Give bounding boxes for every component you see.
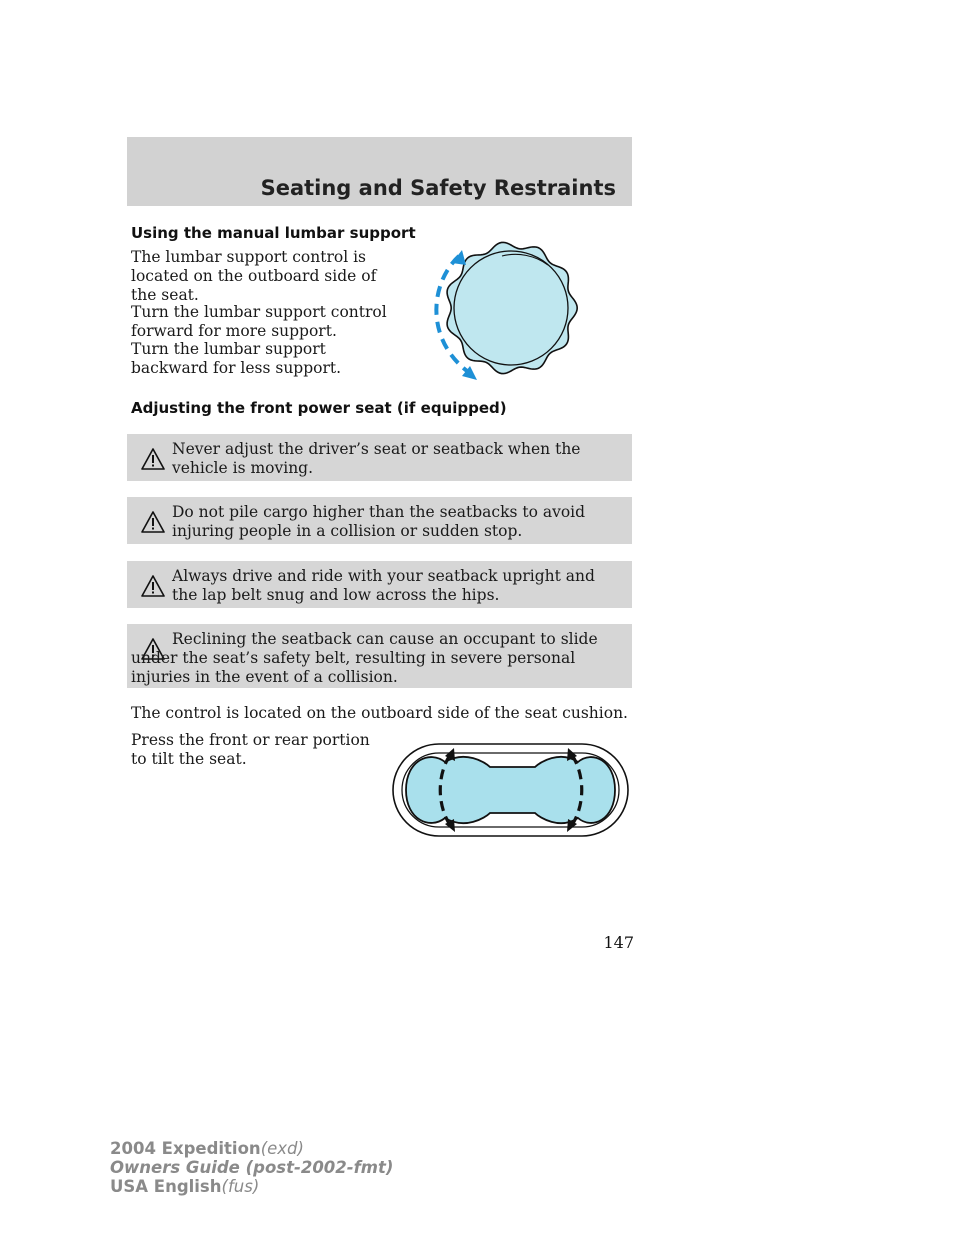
lumbar-heading: Using the manual lumbar support — [131, 224, 416, 242]
footer-line-2: Owners Guide (post-2002-fmt) — [110, 1158, 394, 1177]
lumbar-knob-figure — [420, 238, 590, 388]
warning-box-3 — [127, 561, 632, 608]
footer-line-3: USA English(fus) — [110, 1177, 260, 1196]
header-band — [127, 137, 632, 206]
footer — [110, 1139, 393, 1196]
warning-text-1: Never adjust the driver’s seat or seatback when the vehicle is moving. — [172, 440, 581, 477]
lumbar-paragraph-1: The lumbar support control is located on the outboard side of the seat. — [131, 248, 377, 304]
power-seat-control-figure — [390, 740, 632, 840]
page-number: 147 — [603, 933, 634, 952]
warning-box-2 — [127, 497, 632, 544]
lumbar-knob — [447, 242, 577, 373]
footer-line-1: 2004 Expedition(exd) — [110, 1139, 304, 1158]
warning-triangle-icon — [141, 448, 165, 470]
warning-text-2: Do not pile cargo higher than the seatbacks to avoid injuring people in a collision or sudden stop. — [172, 503, 586, 540]
warning-box-1 — [127, 434, 632, 481]
warning-box-4 — [127, 624, 632, 688]
power-seat-control — [393, 744, 628, 836]
power-seat-paragraph-1: The control is located on the outboard side of the seat cushion. — [131, 704, 628, 722]
power-seat-paragraph-2: Press the front or rear portion to tilt the seat. — [131, 731, 370, 768]
power-seat-heading: Adjusting the front power seat (if equipped) — [131, 399, 507, 417]
warning-triangle-icon — [141, 575, 165, 597]
warning-triangle-icon — [141, 511, 165, 533]
warning-text-3: Always drive and ride with your seatback upright and the lap belt snug and low across the hips. — [172, 567, 595, 604]
lumbar-paragraph-3: Turn the lumbar support backward for less support. — [131, 340, 342, 377]
warning-text-4: Reclining the seatback can cause an occupant to slide under the seat’s safety belt, resulting in severe personal injuries in the event of a collision. — [131, 630, 598, 686]
section-title: Seating and Safety Restraints — [260, 176, 616, 200]
lumbar-paragraph-2: Turn the lumbar support control forward for more support. — [131, 303, 387, 340]
